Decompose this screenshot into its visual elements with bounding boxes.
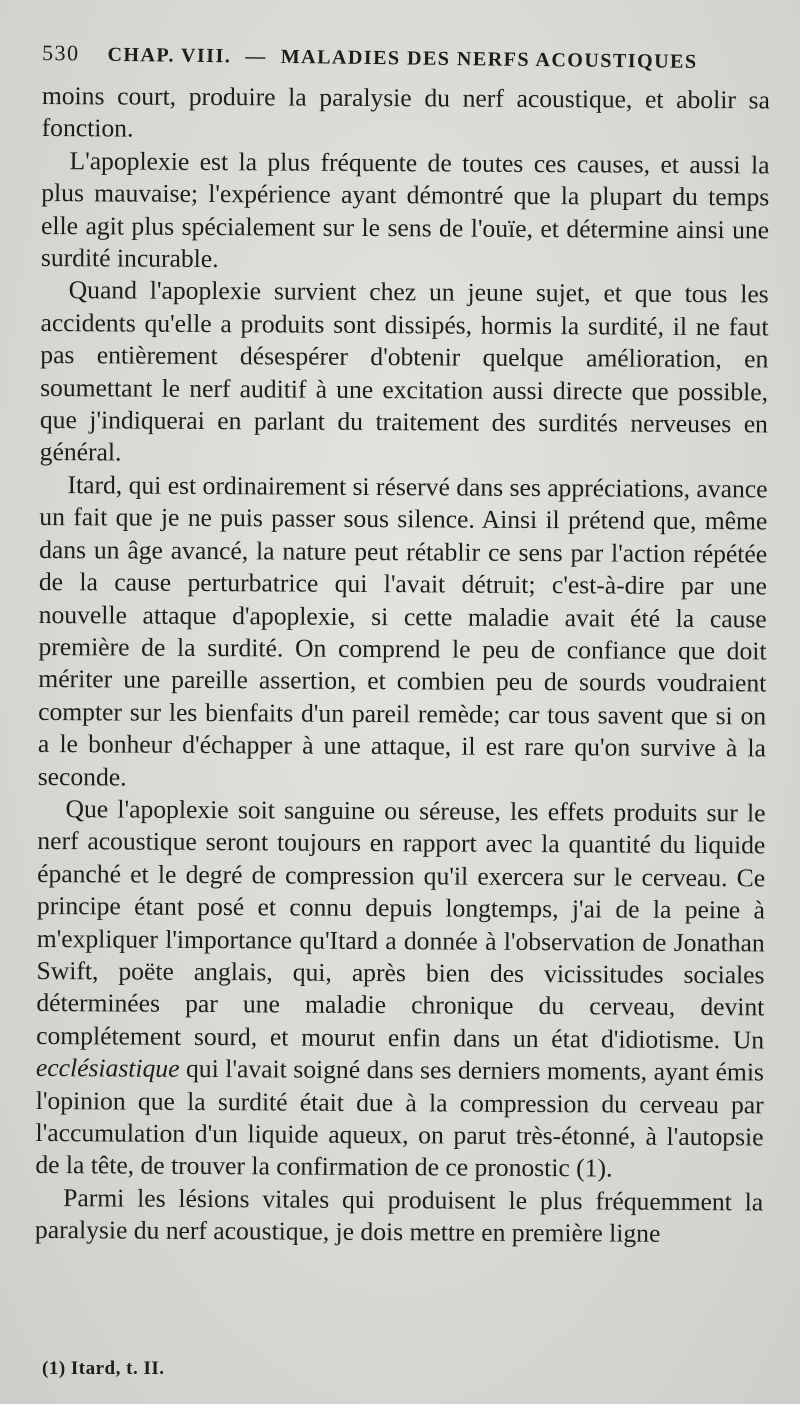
paragraph-text: L'apoplexie est la plus fréquente de toutes ces causes, et aussi la plus mauvaise; l'expérience ayant démontré que la plupart du temps elle agit plus spécialement sur le sens de l'ouïe, et détermine ainsi une surdité incurable. (40, 145, 770, 274)
page-number: 530 (41, 40, 80, 66)
chapter-label: CHAP. VIII. (107, 43, 232, 68)
paragraph-text: Que l'apoplexie soit sanguine ou séreuse, les effets produits sur le nerf acoustique seront toujours en rapport avec la quantité du liquide épanché et le degré de compression qu'il exercera sur le cerveau. Ce principe étant posé et connu depuis longtemps, j'ai de la peine à m'expliquer l'importance qu'Itard a donnée à l'observation de Jonathan Swift, poëte anglais, qui, après bien des vicissitudes sociales déterminées par une maladie chronique du cerveau, devint complétement sourd, et mourut enfin dans un état d'idiotisme. Un (36, 794, 766, 1055)
paragraph-1 (42, 80, 770, 149)
paragraph-3 (40, 274, 769, 473)
italic-word: ecclésiastique (35, 1053, 180, 1084)
paragraph-4 (38, 469, 768, 798)
paragraph-5 (35, 793, 765, 1186)
running-title: MALADIES DES NERFS ACOUSTIQUES (280, 45, 698, 74)
paragraph-text: Parmi les lésions vitales qui produisent le plus fréquemment la paralysie du nerf acoustique, je dois mettre en première ligne (34, 1182, 764, 1249)
paragraph-text: Quand l'apoplexie survient chez un jeune sujet, et que tous les accidents qu'elle a produits sont dissipés, hormis la surdité, il ne faut pas entièrement désespérer d'obtenir quelque amélioration, en soumettant le nerf auditif à une excitation aussi directe que possible, que j'indiquerai en parlant du traitement des surdités nerveuses en général. (39, 275, 769, 467)
paragraph-6 (35, 1182, 763, 1251)
paragraph-text: moins court, produire la paralysie du nerf acoustique, et abolir sa fonction. (41, 80, 770, 143)
paragraph-text: qui l'avait soigné dans ses derniers moments, ayant émis l'opinion que la surdité était due à la compression du cerveau par l'accumulation d'un liquide aqueux, on parut très-étonné, à l'autopsie de la tête, de trouver la confirmation de ce pronostic (1). (35, 1054, 765, 1183)
paragraph-2 (41, 145, 770, 279)
paragraph-text: Itard, qui est ordinairement si réservé dans ses appréciations, avance un fait que je ne puis passer sous silence. Ainsi il prétend que, même dans un âge avancé, la nature peut rétablir ce sens par l'action répétée de la cause perturbatrice qui l'avait détruit; c'est-à-dire par une nouvelle attaque d'apoplexie, si cette maladie avait été la cause première de la surdité. On comprend le peu de confiance que doit mériter une pareille assertion, et combien peu de sourds voudraient compter sur les bienfaits d'un pareil remède; car tous savent que si on a le bonheur d'échapper à une attaque, il est rare qu'on survive à la seconde. (37, 470, 768, 792)
footnote: (1) Itard, t. II. (42, 1358, 165, 1379)
body-text (35, 80, 770, 1251)
header-dash: — (245, 45, 267, 68)
